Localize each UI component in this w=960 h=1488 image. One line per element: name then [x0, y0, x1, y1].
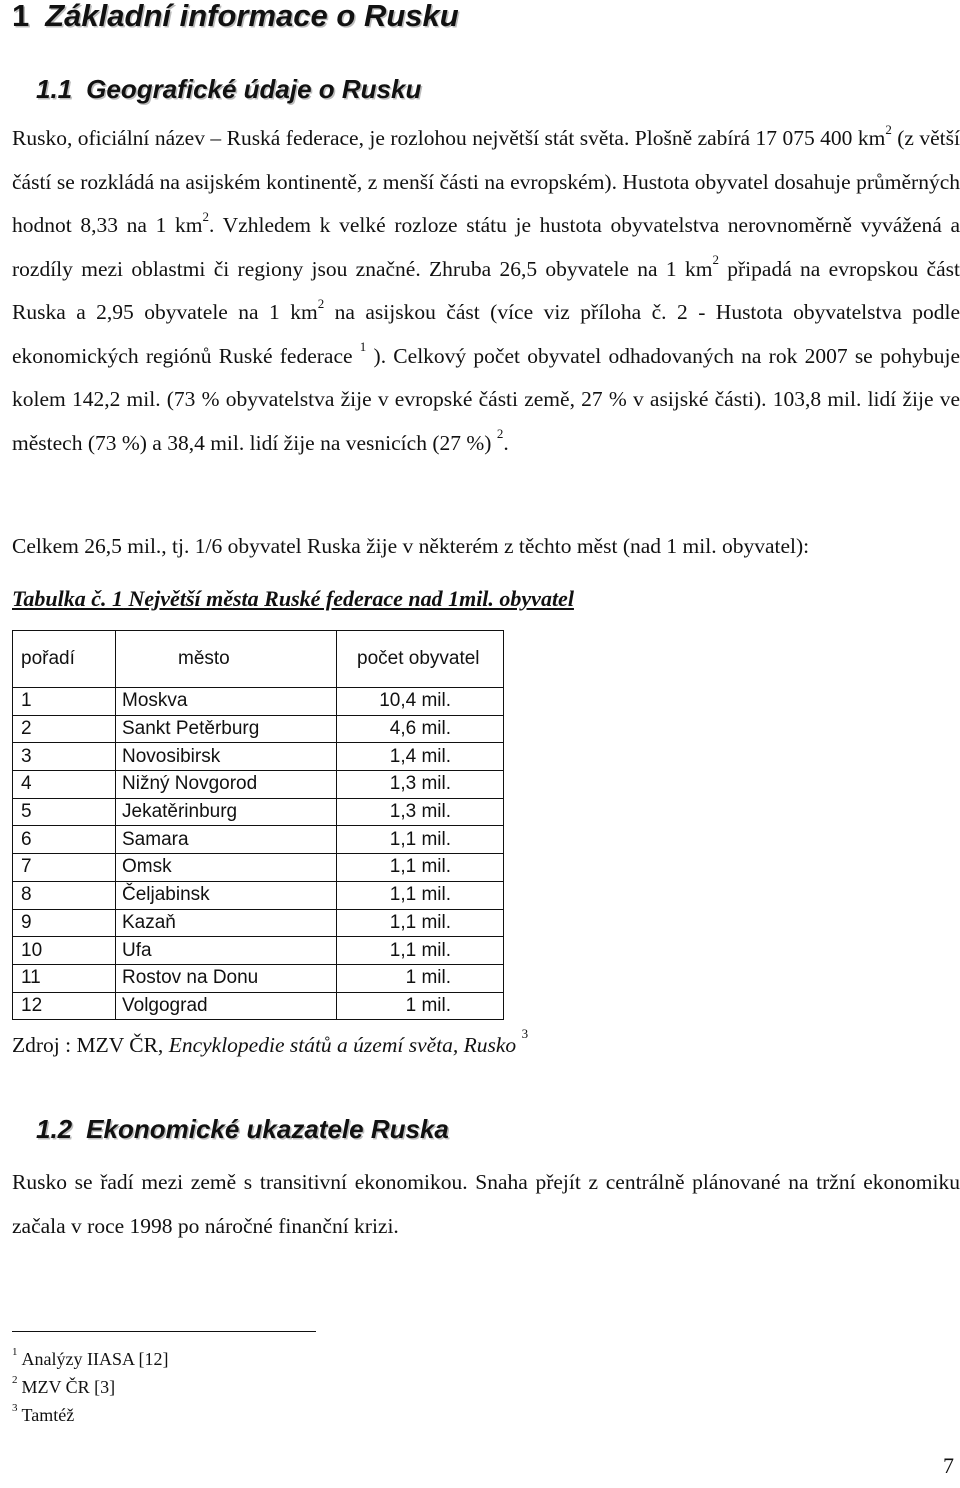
text-run: ). Celkový počet obyvatel odhadovaných na rok 2007 se pohybuje kolem 142,2 mil. (73 % obyvatelstva žije v evropské části země, 27 % v asijské části). 103,8 mil. lidí žije ve městech (73 %) a 38,4 mil. lidí žije na vesnicích (27 %): [12, 343, 960, 455]
table-row: [13, 881, 504, 909]
table-source: [12, 1026, 529, 1058]
section-title: Geografické údaje o Rusku: [86, 74, 422, 104]
section-heading-1-2: [36, 1114, 449, 1145]
table-row: [13, 909, 504, 937]
table-row: [13, 798, 504, 826]
footnote-text: Tamtéž: [21, 1405, 75, 1425]
source-prefix: Zdroj : MZV ČR,: [12, 1033, 169, 1058]
table-row: [13, 964, 504, 992]
cell-rank: 11: [13, 964, 116, 992]
cell-city: Moskva: [116, 688, 337, 716]
cell-population: 1,1 mil.: [337, 937, 504, 965]
cell-city: Omsk: [116, 854, 337, 882]
chapter-heading: [12, 0, 459, 34]
footnotes: [12, 1343, 168, 1427]
table-row: [13, 688, 504, 716]
header-population: počet obyvatel: [337, 631, 504, 688]
cell-population: 1,3 mil.: [337, 798, 504, 826]
footnote-ref: 3: [521, 1026, 529, 1041]
footnote-item: [12, 1343, 168, 1371]
footnote-ref: 2: [496, 426, 504, 442]
superscript: 2: [885, 121, 892, 137]
cell-city: Kazaň: [116, 909, 337, 937]
cell-population: 10,4 mil.: [337, 688, 504, 716]
cell-city: Jekatěrinburg: [116, 798, 337, 826]
paragraph-geography: [12, 117, 960, 465]
superscript: 2: [712, 252, 719, 268]
table-row: [13, 743, 504, 771]
paragraph-cities-intro: Celkem 26,5 mil., tj. 1/6 obyvatel Ruska žije v některém z těchto měst (nad 1 mil. obyvatel):: [12, 534, 810, 558]
cell-city: Ufa: [116, 937, 337, 965]
footnote-item: [12, 1399, 168, 1427]
source-title: Encyklopedie států a území světa, Rusko: [168, 1033, 522, 1058]
paragraph-economy: Rusko se řadí mezi země s transitivní ekonomikou. Snaha přejít z centrálně plánované na tržní ekonomiku začala v roce 1998 po náročné finanční krizi.: [12, 1170, 960, 1238]
cell-rank: 6: [13, 826, 116, 854]
cell-city: Čeljabinsk: [116, 881, 337, 909]
table-row: [13, 992, 504, 1020]
chapter-title: Základní informace o Rusku: [45, 0, 459, 33]
cell-city: Sankt Petěrburg: [116, 715, 337, 743]
cell-rank: 2: [13, 715, 116, 743]
cell-rank: 8: [13, 881, 116, 909]
text-run: . Vzhledem k velké rozloze státu je hustota obyvatelstva nerovnoměrně vyvážená a rozdíly mezi oblastmi či regiony jsou značné. Zhruba 26,5 obyvatele na 1 km: [12, 213, 960, 281]
cell-rank: 1: [13, 688, 116, 716]
table-caption-text: Největší města Ruské federace nad 1mil. obyvatel: [123, 586, 574, 611]
section-number: 1.2: [36, 1114, 73, 1144]
cell-city: Volgograd: [116, 992, 337, 1020]
cell-rank: 7: [13, 854, 116, 882]
cell-rank: 3: [13, 743, 116, 771]
table-header-row: [13, 631, 504, 688]
cell-population: 1,1 mil.: [337, 826, 504, 854]
cell-city: Novosibirsk: [116, 743, 337, 771]
cell-city: Nižný Novgorod: [116, 771, 337, 799]
section-number: 1.1: [36, 74, 73, 104]
footnote-number: 2: [12, 1374, 18, 1386]
cell-rank: 9: [13, 909, 116, 937]
table-row: [13, 937, 504, 965]
table-caption: [12, 586, 574, 612]
header-city: město: [116, 631, 337, 688]
footnote-number: 3: [12, 1402, 18, 1414]
cell-population: 1,1 mil.: [337, 854, 504, 882]
footnote-text: MZV ČR [3]: [21, 1377, 116, 1397]
footnote-ref: 1: [359, 339, 367, 355]
cell-population: 1,3 mil.: [337, 771, 504, 799]
cell-rank: 5: [13, 798, 116, 826]
chapter-number: 1: [12, 0, 30, 33]
text-run: na asijskou část (více viz příloha č. 2 - Hustota obyvatelstva podle ekonomických regiónů Ruské federace: [12, 300, 960, 368]
table-row: [13, 771, 504, 799]
cell-rank: 10: [13, 937, 116, 965]
footnote-number: 1: [12, 1346, 18, 1358]
cell-population: 1 mil.: [337, 992, 504, 1020]
cell-rank: 4: [13, 771, 116, 799]
section-heading-1-1: [36, 74, 421, 105]
text-run: Rusko, oficiální název – Ruská federace, je rozlohou největší stát světa. Plošně zabírá 17 075 400 km: [12, 126, 886, 150]
superscript: 2: [317, 295, 325, 311]
footnote-text: Analýzy IIASA [12]: [21, 1349, 169, 1369]
cell-city: Rostov na Donu: [116, 964, 337, 992]
table-row: [13, 715, 504, 743]
cell-city: Samara: [116, 826, 337, 854]
cities-table: [12, 630, 504, 1020]
text-run: .: [503, 430, 509, 455]
table-row: [13, 826, 504, 854]
footnote-separator: [12, 1331, 316, 1332]
section-title: Ekonomické ukazatele Ruska: [86, 1114, 449, 1144]
cell-population: 4,6 mil.: [337, 715, 504, 743]
text-run: (z větší částí se rozkládá na asijském kontinentě, z menší části na evropském). Hustota obyvatel dosahuje průměrných hodnot 8,33 na 1 km: [12, 126, 960, 237]
cell-population: 1,1 mil.: [337, 881, 504, 909]
cell-rank: 12: [13, 992, 116, 1020]
cell-population: 1,1 mil.: [337, 909, 504, 937]
cell-population: 1 mil.: [337, 964, 504, 992]
page-number: 7: [943, 1453, 954, 1478]
table-caption-label: Tabulka č. 1: [12, 586, 124, 611]
header-rank: pořadí: [13, 631, 116, 688]
superscript: 2: [202, 208, 210, 224]
text-run: připadá na evropskou část Ruska a 2,95 obyvatele na 1 km: [12, 256, 960, 324]
table-row: [13, 854, 504, 882]
cell-population: 1,4 mil.: [337, 743, 504, 771]
footnote-item: [12, 1371, 168, 1399]
